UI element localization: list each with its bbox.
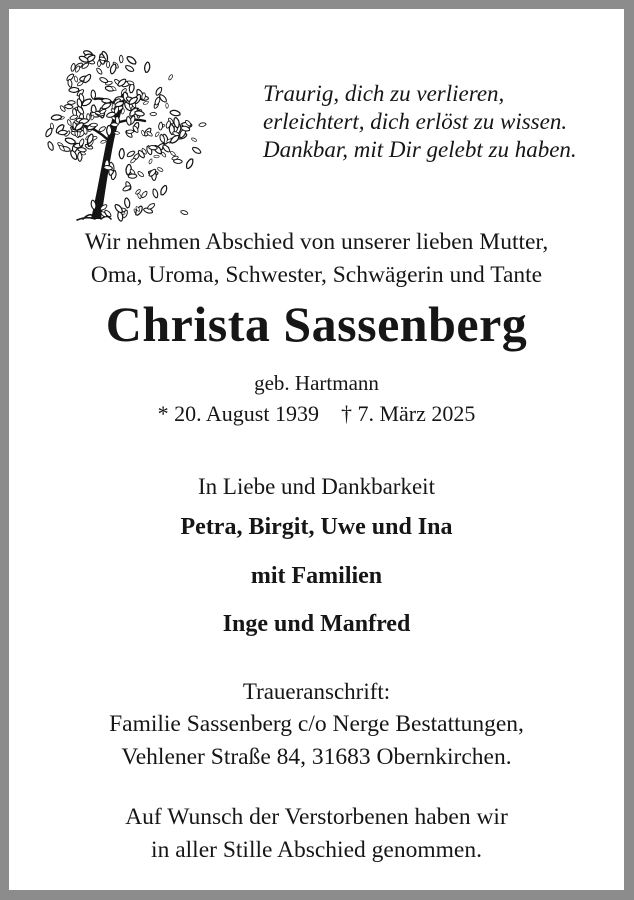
announcement-line: Wir nehmen Abschied von unserer lieben Mutter, <box>84 229 549 255</box>
epigraph-line: Dankbar, mit Dir gelebt zu haben. <box>263 137 577 162</box>
address-label: Traueranschrift: <box>242 679 391 704</box>
epigraph-line: erleichtert, dich erlöst zu wissen. <box>263 109 568 134</box>
mourners-line: Inge und Manfred <box>222 611 411 637</box>
tree-leaves <box>44 48 207 221</box>
address-line: Vehlener Straße 84, 31683 Obernkirchen. <box>121 744 512 770</box>
closing-line: in aller Stille Abschied genommen. <box>151 837 482 863</box>
address-line: Familie Sassenberg c/o Nerge Bestattungen, <box>109 711 524 737</box>
epigraph-line: Traurig, dich zu verlieren, <box>263 81 505 106</box>
closing-line: Auf Wunsch der Verstorbenen haben wir <box>125 804 508 830</box>
windblown-tree-icon <box>39 35 211 227</box>
death-date: † 7. März 2025 <box>340 401 476 426</box>
mourners-line: mit Familien <box>250 563 383 589</box>
announcement <box>9 226 624 292</box>
tribute-intro: In Liebe und Dankbarkeit <box>198 474 435 499</box>
epigraph <box>263 80 577 164</box>
life-dates <box>9 401 624 427</box>
deceased-name: Christa Sassenberg <box>105 296 528 352</box>
announcement-line: Oma, Uroma, Schwester, Schwägerin und Tante <box>90 262 543 288</box>
obituary-card <box>9 9 624 890</box>
maiden-name: geb. Hartmann <box>254 371 379 395</box>
birth-date: * 20. August 1939 <box>157 401 319 426</box>
mourners-line: Petra, Birgit, Uwe und Ina <box>180 514 453 540</box>
